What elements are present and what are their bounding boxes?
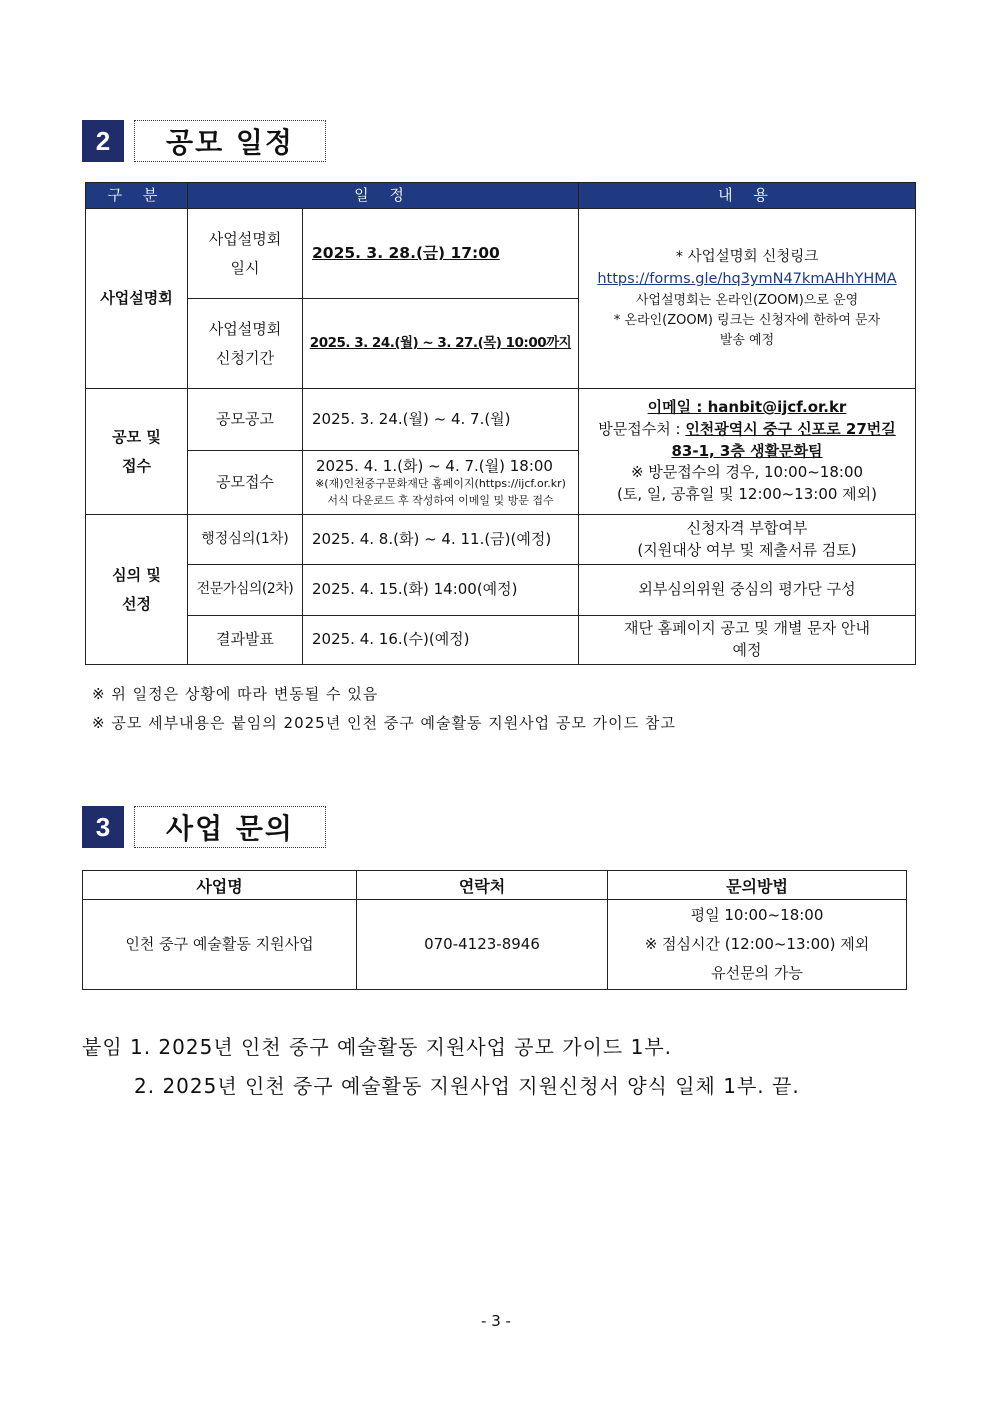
inquiry-phone-available: 유선문의 가능 (711, 964, 803, 982)
row-name: 결과발표 (188, 616, 303, 665)
schedule-note-2: ※ 공모 세부내용은 붙임의 2025년 인천 중구 예술활동 지원사업 공모 가이드 참고 (92, 714, 676, 732)
application-website-note: ※(재)인천중구문화재단 홈페이지(https://ijcf.or.kr) (315, 477, 566, 491)
application-content (579, 389, 916, 515)
visit-address-2: 83-1, 3층 생활문화팀 (671, 441, 823, 460)
briefing-zoom-note-2: 발송 예정 (719, 333, 775, 349)
section2-number-badge: 2 (82, 120, 124, 162)
schedule-note-1: ※ 위 일정은 상황에 따라 변동될 수 있음 (92, 685, 379, 703)
row-date: 2025. 4. 8.(화) ~ 4. 11.(금)(예정) (303, 515, 579, 565)
row-name: 공모공고 (188, 389, 303, 451)
header-category: 구 분 (86, 183, 188, 209)
visit-label: 방문접수처 : (598, 419, 686, 438)
row-content: 외부심의위원 중심의 평가단 구성 (579, 565, 916, 616)
attachment-line-2: 2. 2025년 인천 중구 예술활동 지원사업 지원신청서 양식 일체 1부. 끝. (134, 1074, 800, 1098)
row-name: 사업설명회 일시 (188, 209, 303, 299)
table-row (83, 900, 907, 990)
row-date: 2025. 4. 16.(수)(예정) (303, 616, 579, 665)
table-row (86, 389, 916, 451)
inquiry-lunch-exclusion: ※ 점심시간 (12:00~13:00) 제외 (644, 935, 870, 953)
row-date: 2025. 3. 24.(월) ~ 3. 27.(목) 10:00까지 (303, 299, 579, 389)
application-visit (583, 419, 911, 441)
group-label-briefing: 사업설명회 (86, 209, 188, 389)
table-row (86, 209, 916, 299)
section2-title: 공모 일정 (134, 120, 326, 162)
row-name: 사업설명회 신청기간 (188, 299, 303, 389)
row-content: 신청자격 부합여부 (지원대상 여부 및 제출서류 검토) (579, 515, 916, 565)
row-date: 2025. 4. 15.(화) 14:00(예정) (303, 565, 579, 616)
briefing-zoom-note: * 온라인(ZOOM) 링크는 신청자에 한하여 문자 (613, 312, 881, 328)
row-name: 행정심의(1차) (188, 515, 303, 565)
briefing-online-note: 사업설명회는 온라인(ZOOM)으로 운영 (635, 292, 859, 308)
inquiry-method (608, 900, 907, 990)
business-name: 인천 중구 예술활동 지원사업 (83, 900, 357, 990)
header-business-name: 사업명 (83, 871, 357, 900)
visit-exclusion: (토, 일, 공휴일 및 12:00~13:00 제외) (616, 485, 878, 504)
header-inquiry-method: 문의방법 (608, 871, 907, 900)
row-date-detail (303, 451, 579, 515)
row-name: 공모접수 (188, 451, 303, 515)
application-method-note: 서식 다운로드 후 작성하여 이메일 및 방문 접수 (327, 493, 554, 507)
briefing-content (579, 209, 916, 389)
table-row (86, 616, 916, 665)
table-row (86, 515, 916, 565)
table-row (86, 565, 916, 616)
group-label-application: 공모 및 접수 (86, 389, 188, 515)
row-content: 재단 홈페이지 공고 및 개별 문자 안내 예정 (579, 616, 916, 665)
section3-title: 사업 문의 (134, 806, 326, 848)
contact-table (82, 870, 907, 990)
briefing-link-label: * 사업설명회 신청링크 (675, 248, 819, 265)
group-label-review: 심의 및 선정 (86, 515, 188, 665)
row-date: 2025. 4. 1.(화) ~ 4. 7.(월) 18:00 (316, 456, 553, 475)
briefing-registration-link[interactable]: https://forms.gle/hq3ymN47kmAHhYHMA (597, 271, 897, 288)
visit-hours: ※ 방문접수의 경우, 10:00~18:00 (630, 463, 864, 482)
row-date: 2025. 3. 24.(월) ~ 4. 7.(월) (303, 389, 579, 451)
visit-address-1: 인천광역시 중구 신포로 27번길 (685, 419, 896, 438)
section3-number-badge: 3 (82, 806, 124, 848)
contact-header-row (83, 871, 907, 900)
inquiry-hours: 평일 10:00~18:00 (690, 906, 824, 924)
header-contact: 연락처 (357, 871, 608, 900)
row-name: 전문가심의(2차) (188, 565, 303, 616)
attachment-line-1: 붙임 1. 2025년 인천 중구 예술활동 지원사업 공모 가이드 1부. (82, 1035, 672, 1059)
schedule-header-row (86, 183, 916, 209)
schedule-table (85, 182, 916, 665)
page-number: - 3 - (481, 1312, 511, 1330)
row-date: 2025. 3. 28.(금) 17:00 (303, 209, 579, 299)
contact-phone: 070-4123-8946 (357, 900, 608, 990)
application-email: 이메일 : hanbit@ijcf.or.kr (647, 398, 847, 417)
header-schedule: 일 정 (188, 183, 579, 209)
header-content: 내 용 (579, 183, 916, 209)
